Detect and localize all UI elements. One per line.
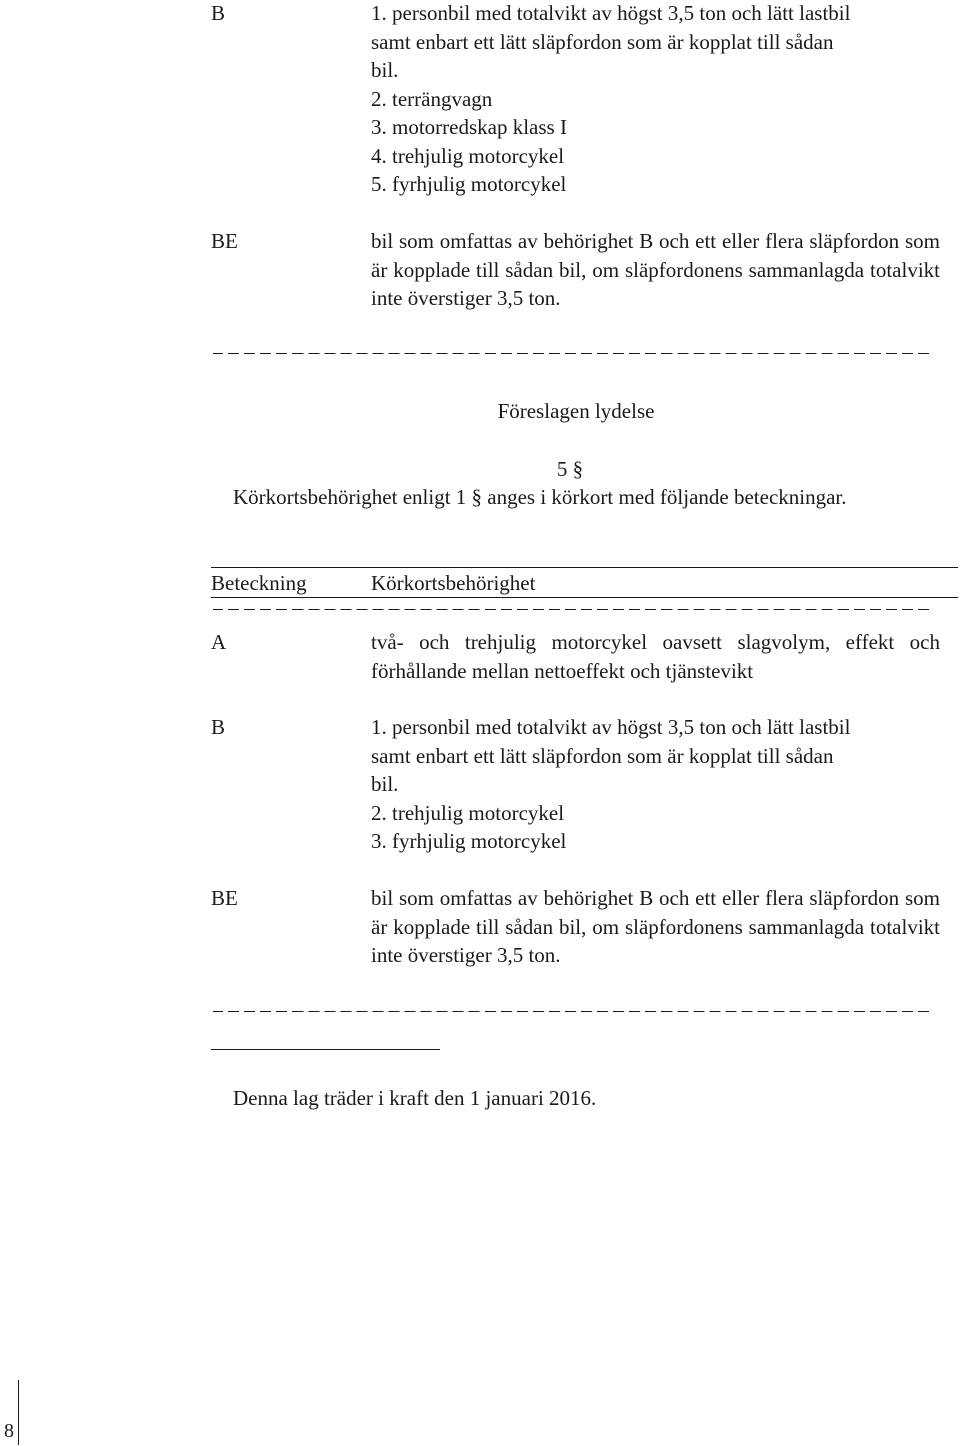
dashed-separator [213,609,931,610]
b-proposed-line: 2. trehjulig motorcykel [371,800,565,825]
b-current-line: 2. terrängvagn [371,86,493,111]
intro-paragraph: Körkortsbehörighet enligt 1 § anges i körkort med följande beteckningar. [233,485,847,509]
dashed-separator [213,353,931,354]
table-top-rule [211,567,958,568]
b-proposed-line: 1. personbil med totalvikt av högst 3,5 ton och lätt lastbil [371,715,851,739]
code-a: A [211,630,227,654]
header-code: Beteckning [211,571,307,595]
b-current-line: 1. personbil med totalvikt av högst 3,5 ton och lätt lastbil [371,1,851,25]
code-be-proposed: BE [211,886,238,910]
code-be-current: BE [211,229,238,253]
description-be-proposed: bil som omfattas av behörighet B och ett eller flera släpfordon som är kopplade till sådan bil, om släpfordonens sammanlagda totalvikt inte överstiger 3,5 ton. [371,886,940,967]
b-current-line: samt enbart ett lätt släpfordon som är kopplat till sådan [371,29,834,54]
effective-date-text: Denna lag träder i kraft den 1 januari 2016. [233,1086,597,1110]
description-b-proposed [371,713,940,856]
dashed-separator [213,1011,931,1012]
page-number: 8 [4,1420,14,1442]
code-b-proposed: B [211,715,226,739]
b-proposed-line: 3. fyrhjulig motorcykel [371,829,567,853]
table-header-rule [211,597,958,598]
description-b-current [371,0,940,199]
proposed-heading: Föreslagen lydelse [497,399,655,423]
footnote-rule [211,1049,440,1050]
b-proposed-line: samt enbart ett lätt släpfordon som är kopplat till sådan [371,743,834,768]
b-current-line: 5. fyrhjulig motorcykel [371,172,567,196]
paragraph-number: 5 § [556,457,584,481]
header-description: Körkortsbehörighet [371,571,536,595]
code-b-current: B [211,1,226,25]
description-be-current: bil som omfattas av behörighet B och ett eller flera släpfordon som är kopplade till sådan bil, om släpfordonens sammanlagda totalvikt inte överstiger 3,5 ton. [371,229,940,310]
b-proposed-line: bil. [371,772,399,796]
description-a: två- och trehjulig motorcykel oavsett slagvolym, effekt och förhållande mellan nettoeffekt och tjänstevikt [371,630,940,683]
margin-rule [18,1380,19,1445]
b-current-line: bil. [371,58,399,82]
b-current-line: 4. trehjulig motorcykel [371,143,565,168]
b-current-line: 3. motorredskap klass I [371,115,567,139]
